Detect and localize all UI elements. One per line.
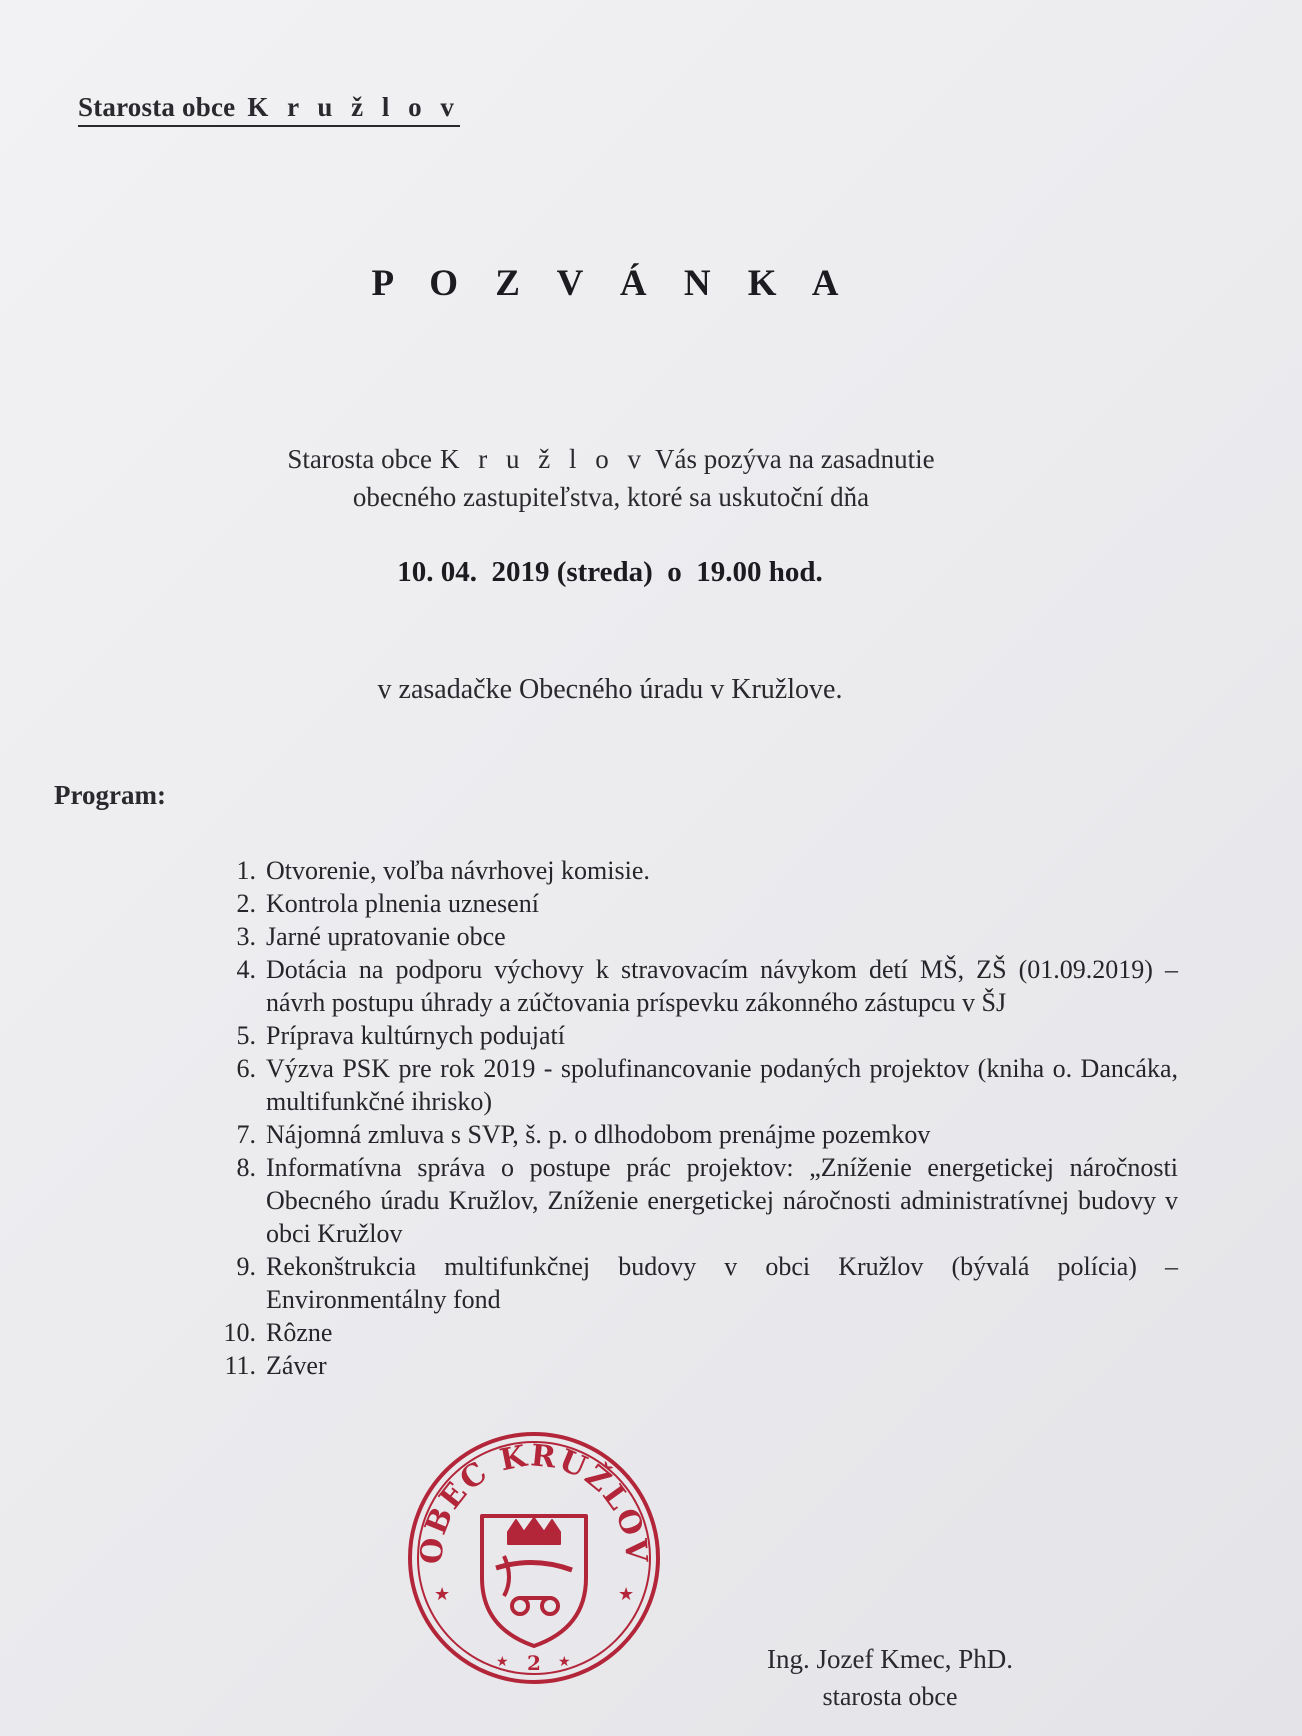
- coat-of-arms-icon: [482, 1516, 586, 1646]
- svg-text:★: ★: [496, 1654, 509, 1670]
- agenda-item-text: Kontrola plnenia uznesení: [266, 889, 539, 918]
- agenda-item-number: 5.: [236, 1021, 256, 1050]
- invitation-village: K r u ž l o v: [440, 444, 648, 474]
- svg-text:★: ★: [558, 1654, 571, 1670]
- document-header: [78, 92, 460, 127]
- agenda-item: [210, 920, 1178, 953]
- signatory-role: starosta obce: [822, 1682, 958, 1711]
- signatory-name: Ing. Jozef Kmec, PhD.: [767, 1644, 1013, 1674]
- agenda-item-number: 4.: [236, 955, 256, 984]
- agenda-item-text: Príprava kultúrnych podujatí: [266, 1021, 565, 1050]
- agenda-item-text: Otvorenie, voľba návrhovej komisie.: [266, 856, 650, 885]
- agenda-item-number: 11.: [224, 1351, 256, 1380]
- agenda-item-number: 10.: [223, 1318, 256, 1347]
- invitation-line-2: obecného zastupiteľstva, ktoré sa uskutoční dňa: [352, 482, 870, 512]
- header-prefix: Starosta obce: [78, 92, 236, 122]
- agenda-item-number: 6.: [236, 1054, 256, 1083]
- agenda-item-text: Dotácia na podporu výchovy k stravovacím návykom detí MŠ, ZŠ (01.09.2019) – návrh postupu úhrady a zúčtovania príspevku zákonného zástupcu v ŠJ: [266, 955, 1178, 1017]
- agenda-item-number: 7.: [236, 1120, 256, 1149]
- agenda-item: [210, 1118, 1178, 1151]
- invitation-prefix: Starosta obce: [287, 444, 433, 474]
- agenda-item: [210, 1316, 1178, 1349]
- document-title: P O Z V Á N K A: [371, 263, 853, 304]
- agenda-item-text: Nájomná zmluva s SVP, š. p. o dlhodobom prenájme pozemkov: [266, 1120, 931, 1149]
- agenda-item-text: Informatívna správa o postupe prác projektov: „Zníženie energetickej náročnosti Obecného úradu Kružlov, Zníženie energetickej náročnosti administratívnej budovy v obci Kružlov: [266, 1153, 1178, 1248]
- program-label: Program:: [54, 780, 166, 810]
- agenda-item: [210, 1250, 1178, 1316]
- agenda-item: [210, 1019, 1178, 1052]
- agenda-item: [210, 854, 1178, 887]
- agenda-item: [210, 1052, 1178, 1118]
- agenda-item-number: 3.: [236, 922, 256, 951]
- agenda-list: [210, 854, 1178, 1382]
- agenda-item: [210, 887, 1178, 920]
- agenda-item-text: Výzva PSK pre rok 2019 - spolufinancovanie podaných projektov (kniha o. Dancáka, multifunkčné ihrisko): [266, 1054, 1178, 1116]
- agenda-item-text: Záver: [266, 1351, 327, 1380]
- agenda-item: [210, 953, 1178, 1019]
- svg-text:★: ★: [618, 1584, 635, 1605]
- agenda-item-number: 1.: [236, 856, 256, 885]
- meeting-datetime: 10. 04. 2019 (streda) o 19.00 hod.: [397, 556, 823, 588]
- agenda-item: [210, 1349, 1178, 1382]
- agenda-item-text: Rôzne: [266, 1318, 333, 1347]
- agenda-item-number: 8.: [236, 1153, 256, 1182]
- agenda-item-number: 9.: [236, 1252, 256, 1281]
- signature-block: [720, 1640, 1060, 1716]
- stamp-text: OBEC KRUŽLOV: [414, 1438, 654, 1566]
- stamp-number: 2: [527, 1651, 541, 1675]
- header-village: K r u ž l o v: [247, 92, 460, 122]
- agenda-item-text: Jarné upratovanie obce: [266, 922, 506, 951]
- svg-text:★: ★: [434, 1584, 451, 1605]
- invitation-text: [0, 440, 1222, 516]
- agenda-item-number: 2.: [236, 889, 256, 918]
- agenda-item: [210, 1151, 1178, 1250]
- invitation-line-1: [0, 440, 1222, 478]
- village-stamp: [404, 1428, 664, 1688]
- agenda-item-text: Rekonštrukcia multifunkčnej budovy v obci Kružlov (bývalá polícia) – Environmentálny fond: [266, 1252, 1178, 1314]
- invitation-suffix: Vás pozýva na zasadnutie: [655, 444, 935, 474]
- meeting-venue: v zasadačke Obecného úradu v Kružlove.: [377, 674, 843, 705]
